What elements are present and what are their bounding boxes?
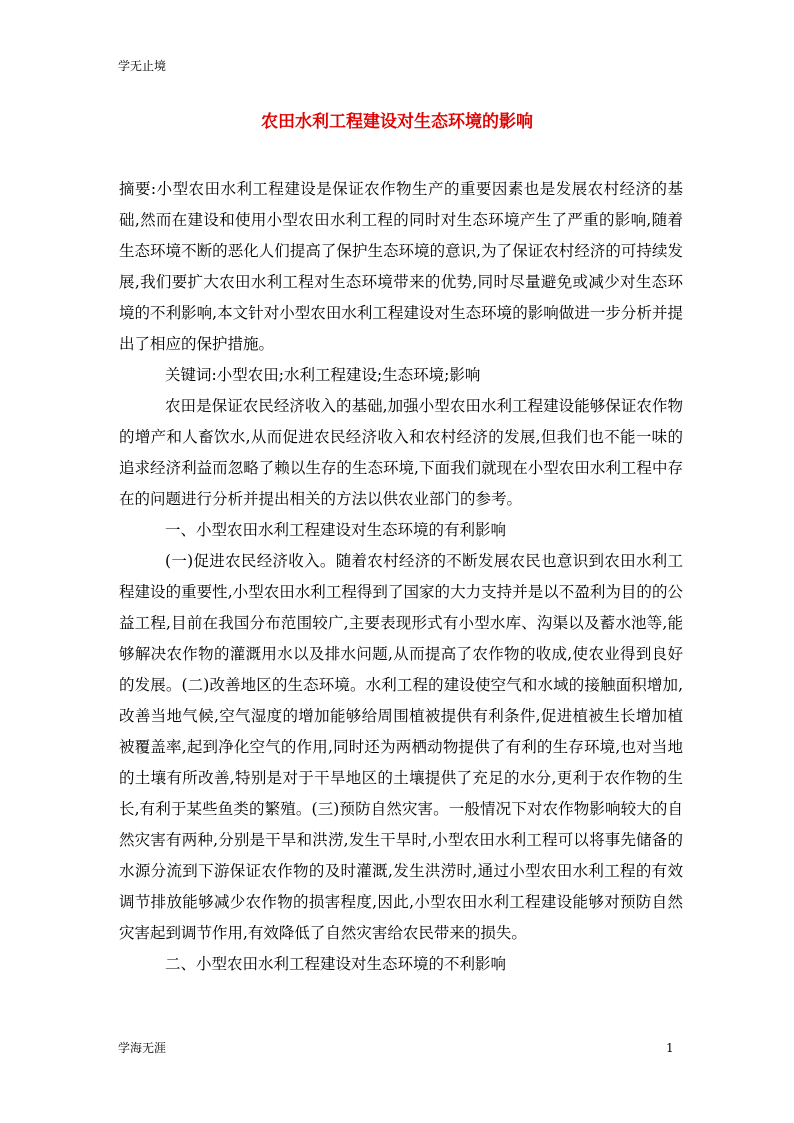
abstract-paragraph: 摘要:小型农田水利工程建设是保证农作物生产的重要因素也是发展农村经济的基础,然而在建设和使用小型农田水利工程的同时对生态环境产生了严重的影响,随着生态环境不断的恶化人们提高了保护生态环境的意识,为了保证农村经济的可持续发展,我们要扩大农田水利工程对生态环境带来的优势,同时尽量避免或减少对生态环境的不利影响,本文针对小型农田水利工程建设对生态环境的影响做进一步分析并提出了相应的保护措施。	[119, 180, 683, 353]
keywords-paragraph: 关键词:小型农田;水利工程建设;生态环境;影响	[165, 366, 481, 384]
document-body	[119, 174, 683, 980]
document-title: 农田水利工程建设对生态环境的影响	[261, 112, 533, 132]
intro-paragraph: 农田是保证农民经济收入的基础,加强小型农田水利工程建设能够保证农作物的增产和人畜饮水,从而促进农民经济收入和农村经济的发展,但我们也不能一味的追求经济利益而忽略了赖以生存的生态环境,下面我们就现在小型农田水利工程中存在的问题进行分析并提出相关的方法以供农业部门的参考。	[119, 397, 683, 508]
page-header: 学无止境	[118, 59, 167, 73]
section-heading-positive: 一、小型农田水利工程建设对生态环境的有利影响	[165, 521, 507, 539]
page-footer: 学海无涯	[118, 1041, 167, 1055]
page-number: 1	[666, 1041, 674, 1055]
positive-effects-paragraph: (一)促进农民经济收入。随着农村经济的不断发展农民也意识到农田水利工程建设的重要性,小型农田水利工程得到了国家的大力支持并是以不盈利为目的的公益工程,目前在我国分布范围较广,主要表现形式有小型水库、沟渠以及蓄水池等,能够解决农作物的灌溉用水以及排水问题,从而提高了农作物的收成,使农业得到良好的发展。(二)改善地区的生态环境。水利工程的建设使空气和水域的接触面积增加,改善当地气候,空气湿度的增加能够给周围植被提供有利条件,促进植被生长增加植被覆盖率,起到净化空气的作用,同时还为两栖动物提供了有利的生存环境,也对当地的土壤有所改善,特别是对于干旱地区的土壤提供了充足的水分,更利于农作物的生长,有利于某些鱼类的繁殖。(三)预防自然灾害。一般情况下对农作物影响较大的自然灾害有两种,分别是干旱和洪涝,发生干旱时,小型农田水利工程可以将事先储备的水源分流到下游保证农作物的及时灌溉,发生洪涝时,通过小型农田水利工程的有效调节排放能够减少农作物的损害程度,因此,小型农田水利工程建设能够对预防自然灾害起到调节作用,有效降低了自然灾害给农民带来的损失。	[119, 552, 683, 942]
section-heading-negative: 二、小型农田水利工程建设对生态环境的不利影响	[165, 955, 507, 973]
